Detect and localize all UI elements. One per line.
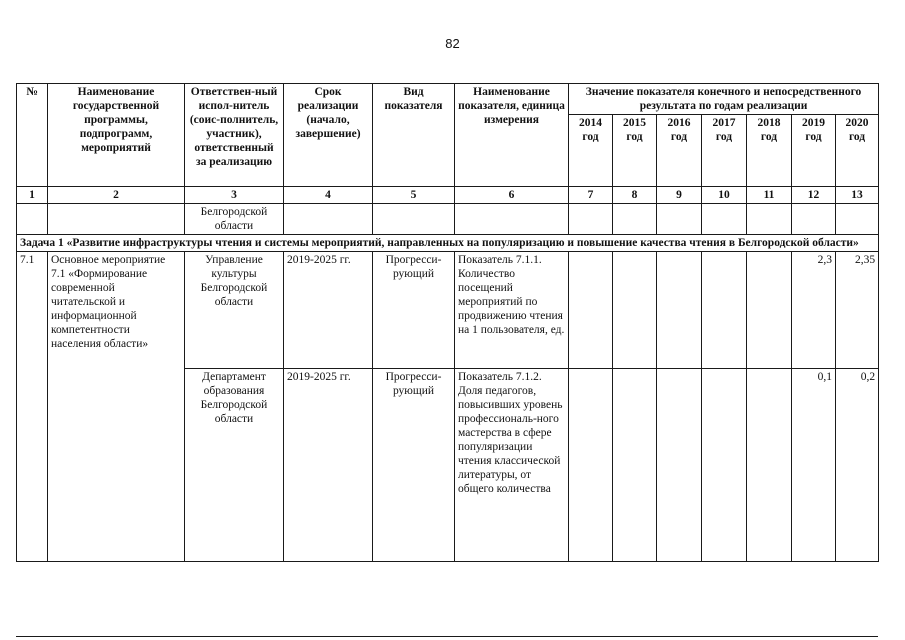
column-number: 10 <box>702 187 747 204</box>
page-bottom-edge <box>16 636 878 637</box>
indicator-value <box>613 252 657 369</box>
indicator-type: Прогресси-рующий <box>373 369 455 562</box>
header-program-name: Наименование государственной программы, подпрограмм, мероприятий <box>48 84 185 187</box>
indicator-row <box>17 252 879 369</box>
indicator-name: Показатель 7.1.2. Доля педагогов, повысивших уровень профессиональ-ного мастерства в сфере популяризации чтения классической литературы, от общего количества <box>455 369 569 562</box>
header-indicator-name: Наименование показателя, единица измерения <box>455 84 569 187</box>
indicator-value <box>747 252 792 369</box>
indicator-value <box>657 369 702 562</box>
header-year: 2016 год <box>657 115 702 187</box>
header-year: 2020 год <box>836 115 879 187</box>
column-number: 1 <box>17 187 48 204</box>
column-number: 3 <box>185 187 284 204</box>
header-number: № <box>17 84 48 187</box>
continuation-row <box>17 204 879 235</box>
indicator-name: Показатель 7.1.1. Количество посещений мероприятий по продвижению чтения на 1 пользователя, ед. <box>455 252 569 369</box>
column-numbers-row <box>17 187 879 204</box>
task-title: Задача 1 «Развитие инфраструктуры чтения и системы мероприятий, направленных на популяризацию и повышение качества чтения в Белгородской области» <box>17 235 879 252</box>
header-values-title: Значение показателя конечного и непосредственного результата по годам реализации <box>569 84 879 115</box>
event-number: 7.1 <box>17 252 48 562</box>
column-number: 2 <box>48 187 185 204</box>
header-executor: Ответствен-ный испол-нитель (соис-полнитель, участник), ответственный за реализацию <box>185 84 284 187</box>
indicator-value: 2,35 <box>836 252 879 369</box>
indicator-type: Прогресси-рующий <box>373 252 455 369</box>
page-number: 82 <box>445 36 460 51</box>
header-year: 2014 год <box>569 115 613 187</box>
indicator-value: 0,1 <box>792 369 836 562</box>
column-number: 8 <box>613 187 657 204</box>
header-year: 2019 год <box>792 115 836 187</box>
indicator-value <box>702 369 747 562</box>
indicator-value <box>702 252 747 369</box>
indicator-value <box>657 252 702 369</box>
indicator-value: 0,2 <box>836 369 879 562</box>
indicators-table <box>16 83 879 562</box>
indicator-executor: Департамент образования Белгородской области <box>185 369 284 562</box>
indicator-term: 2019-2025 гг. <box>284 252 373 369</box>
column-number: 9 <box>657 187 702 204</box>
event-name: Основное мероприятие 7.1 «Формирование современной читательской и информационной компетентности населения области» <box>48 252 185 562</box>
column-number: 7 <box>569 187 613 204</box>
task-row <box>17 235 879 252</box>
column-number: 5 <box>373 187 455 204</box>
header-indicator-type: Вид показателя <box>373 84 455 187</box>
column-number: 13 <box>836 187 879 204</box>
column-number: 4 <box>284 187 373 204</box>
indicator-term: 2019-2025 гг. <box>284 369 373 562</box>
indicator-value <box>569 252 613 369</box>
header-year: 2017 год <box>702 115 747 187</box>
indicator-value: 2,3 <box>792 252 836 369</box>
header-year: 2015 год <box>613 115 657 187</box>
header-term: Срок реализации (начало, завершение) <box>284 84 373 187</box>
column-number: 12 <box>792 187 836 204</box>
header-row-1 <box>17 84 879 115</box>
indicator-executor: Управление культуры Белгородской области <box>185 252 284 369</box>
column-number: 11 <box>747 187 792 204</box>
indicator-value <box>747 369 792 562</box>
indicator-value <box>613 369 657 562</box>
continuation-executor: Белгородской области <box>185 204 284 235</box>
column-number: 6 <box>455 187 569 204</box>
indicator-value <box>569 369 613 562</box>
header-year: 2018 год <box>747 115 792 187</box>
